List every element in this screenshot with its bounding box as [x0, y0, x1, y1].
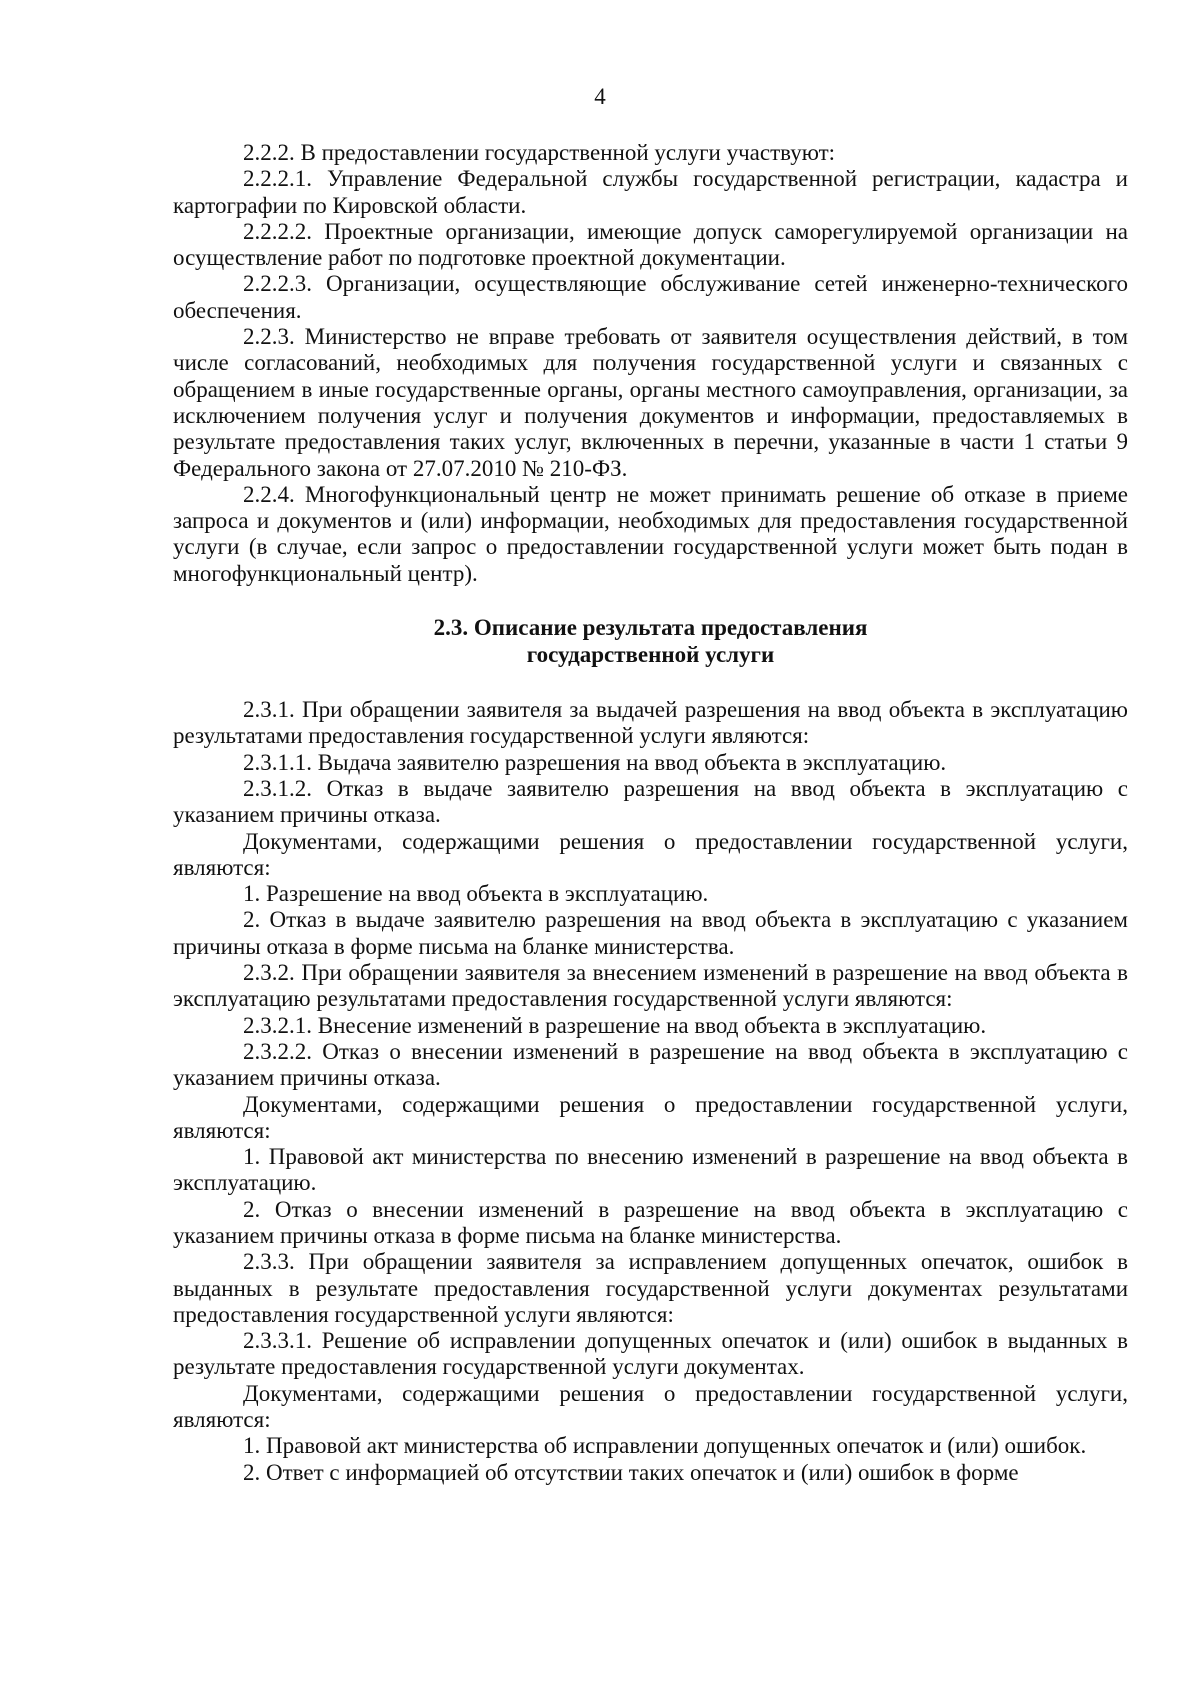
paragraph: 1. Разрешение на ввод объекта в эксплуатацию.	[243, 881, 709, 907]
section-heading	[173, 615, 1128, 668]
paragraph: 2.3.3. При обращении заявителя за исправлением допущенных опечаток, ошибок в выданных в результате предоставления государственной услуги документах результатами предоставления государственной услуги являются:	[173, 1249, 1128, 1327]
paragraph: 2. Отказ в выдаче заявителю разрешения на ввод объекта в эксплуатацию с указанием причины отказа в форме письма на бланке министерства.	[173, 907, 1128, 959]
paragraph: Документами, содержащими решения о предоставлении государственной услуги, являются:	[173, 828, 1128, 880]
paragraph: 2.3.1.1. Выдача заявителю разрешения на ввод объекта в эксплуатацию.	[243, 749, 947, 775]
paragraph: 2.2.2.2. Проектные организации, имеющие допуск саморегулируемой организации на осуществление работ по подготовке проектной документации.	[173, 218, 1128, 271]
paragraph: 2.3.1.2. Отказ в выдаче заявителю разрешения на ввод объекта в эксплуатацию с указанием причины отказа.	[173, 775, 1128, 828]
paragraph: 2.3.1. При обращении заявителя за выдачей разрешения на ввод объекта в эксплуатацию результатами предоставления государственной услуги являются:	[173, 697, 1128, 749]
paragraph: 2.3.2.2. Отказ о внесении изменений в разрешение на ввод объекта в эксплуатацию с указанием причины отказа.	[173, 1038, 1128, 1091]
paragraph: Документами, содержащими решения о предоставлении государственной услуги, являются:	[173, 1380, 1128, 1433]
paragraph: 2.3.2. При обращении заявителя за внесением изменений в разрешение на ввод объекта в эксплуатацию результатами предоставления государственной услуги являются:	[173, 960, 1128, 1012]
paragraph: 2. Ответ с информацией об отсутствии таких опечаток и (или) ошибок в форме	[243, 1459, 1019, 1485]
section-heading-line: государственной услуги	[526, 641, 775, 667]
page-number: 4	[594, 84, 606, 109]
paragraph: 2. Отказ о внесении изменений в разрешение на ввод объекта в эксплуатацию с указанием причины отказа в форме письма на бланке министерства.	[173, 1196, 1128, 1248]
paragraph: Документами, содержащими решения о предоставлении государственной услуги, являются:	[173, 1091, 1128, 1143]
paragraph: 2.3.2.1. Внесение изменений в разрешение на ввод объекта в эксплуатацию.	[243, 1012, 987, 1038]
paragraph: 2.2.3. Министерство не вправе требовать от заявителя осуществления действий, в том числе согласований, необходимых для получения государственной услуги и связанных с обращением в иные государственные органы, органы местного самоуправления, организации, за исключением получения услуг и получения документов и информации, предоставляемых в результате предоставления таких услуг, включенных в перечни, указанные в части 1 статьи 9 Федерального закона от 27.07.2010 № 210-ФЗ.	[173, 324, 1128, 481]
paragraph: 2.2.4. Многофункциональный центр не может принимать решение об отказе в приеме запроса и документов и (или) информации, необходимых для предоставления государственной услуги (в случае, если запрос о предоставлении государственной услуги может быть подан в многофункциональный центр).	[173, 481, 1128, 586]
section-heading-line: 2.3. Описание результата предоставления	[433, 615, 868, 641]
paragraph: 2.2.2. В предоставлении государственной услуги участвуют:	[243, 140, 836, 165]
document-body	[173, 140, 1128, 1486]
paragraph: 2.3.3.1. Решение об исправлении допущенных опечаток и (или) ошибок в выданных в результате предоставления государственной услуги документах.	[173, 1328, 1128, 1380]
paragraph: 1. Правовой акт министерства об исправлении допущенных опечаток и (или) ошибок.	[243, 1433, 1087, 1459]
paragraph: 1. Правовой акт министерства по внесению изменений в разрешение на ввод объекта в эксплуатацию.	[173, 1144, 1128, 1196]
paragraph: 2.2.2.1. Управление Федеральной службы государственной регистрации, кадастра и картографии по Кировской области.	[173, 166, 1128, 218]
paragraph: 2.2.2.3. Организации, осуществляющие обслуживание сетей инженерно-технического обеспечения.	[173, 271, 1128, 323]
